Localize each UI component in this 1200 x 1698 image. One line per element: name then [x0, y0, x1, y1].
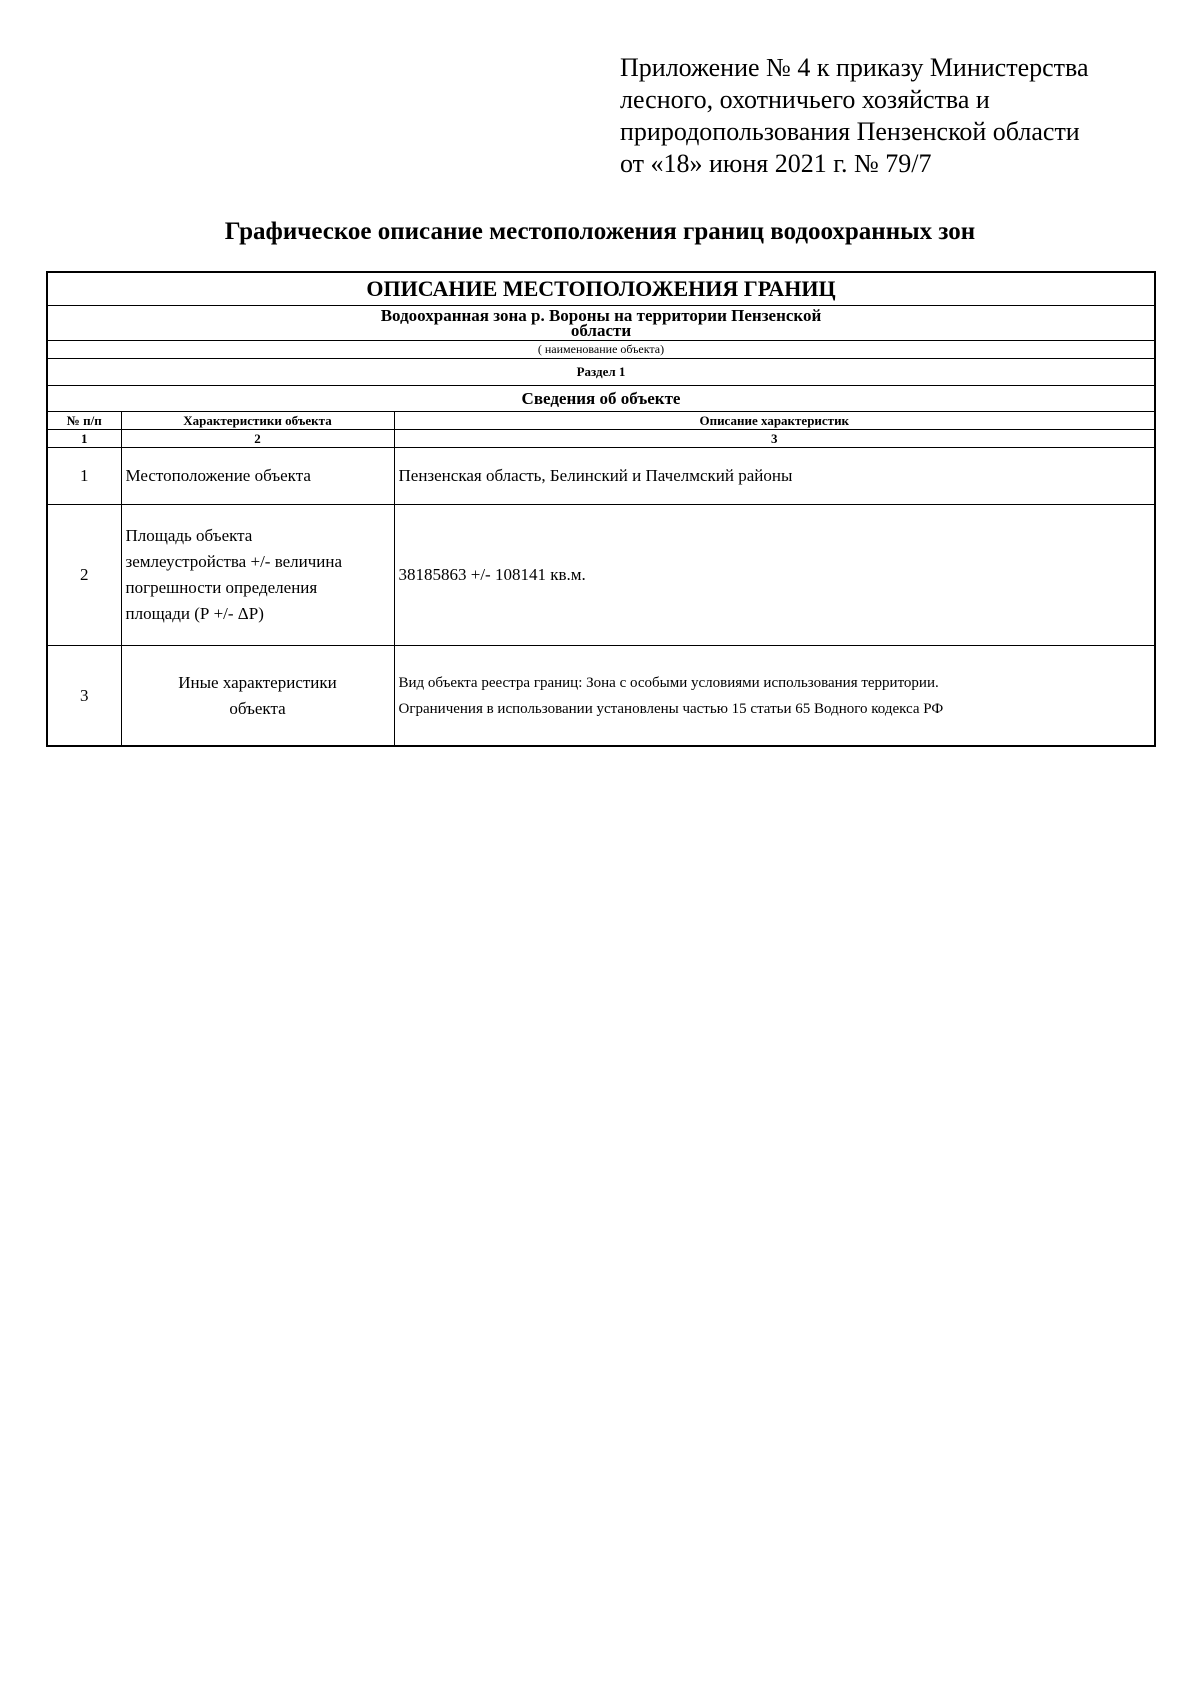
column-header: Описание характеристик — [394, 412, 1155, 430]
column-number: 3 — [394, 430, 1155, 448]
characteristic-line: объекта — [229, 698, 286, 718]
object-caption-row — [47, 341, 1155, 359]
characteristic-line: Иные характеристики — [178, 672, 337, 692]
description-line: Ограничения в использовании установлены частью 15 статьи 65 Водного кодекса РФ — [398, 700, 944, 717]
row-number: 1 — [47, 448, 121, 505]
row-characteristic — [121, 505, 394, 646]
boundary-description-table — [46, 271, 1156, 747]
row-characteristic — [121, 646, 394, 747]
appendix-line: Приложение № 4 к приказу Министерства — [620, 53, 1089, 82]
appendix-line: природопользования Пензенской области — [620, 117, 1080, 146]
appendix-line: лесного, охотничьего хозяйства и — [620, 85, 990, 114]
document-title: Графическое описание местоположения границ водоохранных зон — [224, 218, 976, 245]
info-heading-row — [47, 386, 1155, 412]
object-name-row — [47, 306, 1155, 341]
column-header: № п/п — [47, 412, 121, 430]
description-line: Вид объекта реестра границ: Зона с особыми условиями использования территории. — [398, 674, 939, 691]
column-header: Характеристики объекта — [121, 412, 394, 430]
appendix-line: от «18» июня 2021 г. № 79/7 — [620, 149, 932, 178]
row-description — [394, 646, 1155, 747]
row-description: 38185863 +/- 108141 кв.м. — [394, 505, 1155, 646]
object-name — [47, 306, 1155, 341]
row-characteristic: Местоположение объекта — [121, 448, 394, 505]
characteristic-line: землеустройства +/- величина — [125, 552, 343, 571]
column-number: 1 — [47, 430, 121, 448]
characteristic-line: Площадь объекта — [125, 526, 253, 545]
characteristic-line: погрешности определения — [125, 578, 318, 597]
row-description: Пензенская область, Белинский и Пачелмский районы — [394, 448, 1155, 505]
column-header-row — [47, 412, 1155, 430]
table-row — [47, 505, 1155, 646]
object-caption: ( наименование объекта) — [47, 341, 1155, 359]
section-title: Раздел 1 — [47, 359, 1155, 386]
info-heading: Сведения об объекте — [47, 386, 1155, 412]
table-row — [47, 448, 1155, 505]
appendix-reference — [620, 52, 1180, 180]
characteristic-line: площади (Р +/- ΔР) — [125, 604, 264, 623]
column-number: 2 — [121, 430, 394, 448]
table-heading-row — [47, 272, 1155, 306]
row-number: 3 — [47, 646, 121, 747]
object-name-line: области — [570, 321, 632, 340]
column-number-row — [47, 430, 1155, 448]
table-row — [47, 646, 1155, 747]
table-heading: ОПИСАНИЕ МЕСТОПОЛОЖЕНИЯ ГРАНИЦ — [47, 272, 1155, 306]
object-name-line: Водоохранная зона р. Вороны на территории Пензенской — [380, 306, 822, 325]
row-number: 2 — [47, 505, 121, 646]
section-row — [47, 359, 1155, 386]
